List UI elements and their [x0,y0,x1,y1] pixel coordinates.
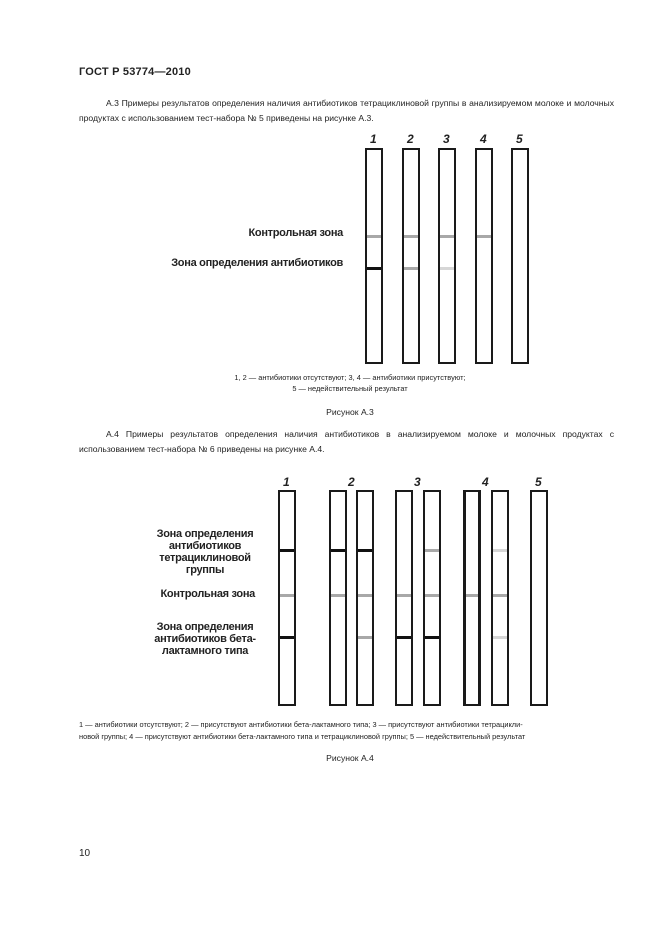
test-strip [329,490,347,706]
control-band [493,594,507,597]
control-band [425,594,439,597]
control-band [404,235,418,238]
section-a4-text: А.4 Примеры результатов определения наличия антибиотиков в анализируемом молоке и молочных продуктах с использованием тест-набора № 6 приведены на рисунке А.4. [79,429,614,454]
detection-zone-label: Зона определения антибиотиков [171,257,343,269]
control-band [477,235,491,238]
betalactam-band [280,636,294,639]
tetracycline-band [358,549,372,552]
control-band [367,235,381,238]
betalactam-band [493,636,507,639]
tetracycline-band [280,549,294,552]
figure-a3-note-line2: 5 — недействительный результат [292,384,408,393]
tetracycline-band [493,549,507,552]
strip-number: 1 [370,132,377,146]
strip-number: 1 [283,475,290,489]
strip-number: 3 [414,475,421,489]
test-strip [365,148,383,364]
test-strip [530,490,548,706]
document-header: ГОСТ Р 53774—2010 [79,66,191,78]
tetracycline-band [425,549,439,552]
control-band [358,594,372,597]
betalactam-band [397,636,411,639]
test-strip [423,490,441,706]
tetracycline-band [331,549,345,552]
detection-band [367,267,381,270]
test-strip [463,490,481,706]
figure-a3-note-line1: 1, 2 — антибиотики отсутствуют; 3, 4 — антибиотики присутствуют; [234,373,466,382]
test-strip [475,148,493,364]
strip-number: 5 [535,475,542,489]
figure-a4-note-line2: новой группы; 4 — присутствуют антибиотики бета-лактамного типа и тетрациклиновой группы; 5 — недействительный результат [79,732,526,741]
figure-a3-title: Рисунок А.3 [326,407,374,417]
control-band [466,594,478,597]
test-strip [438,148,456,364]
strip-number: 3 [443,132,450,146]
page-number: 10 [79,848,91,859]
strip-number: 2 [407,132,414,146]
tetracycline-zone-label: Зона определения антибиотиков тетрациклиновой группы [156,528,254,576]
strip-number: 2 [348,475,355,489]
betalactam-zone-label: Зона определения антибиотиков бета-лактамного типа [154,621,256,657]
control-zone-label: Контрольная зона [248,227,343,239]
control-band [397,594,411,597]
strip-number: 5 [516,132,523,146]
test-strip [395,490,413,706]
section-a3-text: А.3 Примеры результатов определения наличия антибиотиков тетрациклиновой группы в анализируемом молоке и молочных продуктах с использованием тест-набора № 5 приведены на рисунке А.3. [79,98,614,123]
test-strip [491,490,509,706]
control-band [440,235,454,238]
betalactam-band [425,636,439,639]
strip-number: 4 [482,475,489,489]
figure-a4-title: Рисунок А.4 [326,753,374,763]
strip-number: 4 [480,132,487,146]
test-strip [278,490,296,706]
test-strip [402,148,420,364]
detection-band [440,267,454,270]
test-strip [511,148,529,364]
control-band [331,594,345,597]
figure-a4-note-line1: 1 — антибиотики отсутствуют; 2 — присутствуют антибиотики бета-лактамного типа; 3 — присутствуют антибиотики тетрацикли- [79,720,523,729]
control-band [280,594,294,597]
detection-band [404,267,418,270]
betalactam-band [358,636,372,639]
control-zone-label: Контрольная зона [160,588,255,600]
test-strip [356,490,374,706]
